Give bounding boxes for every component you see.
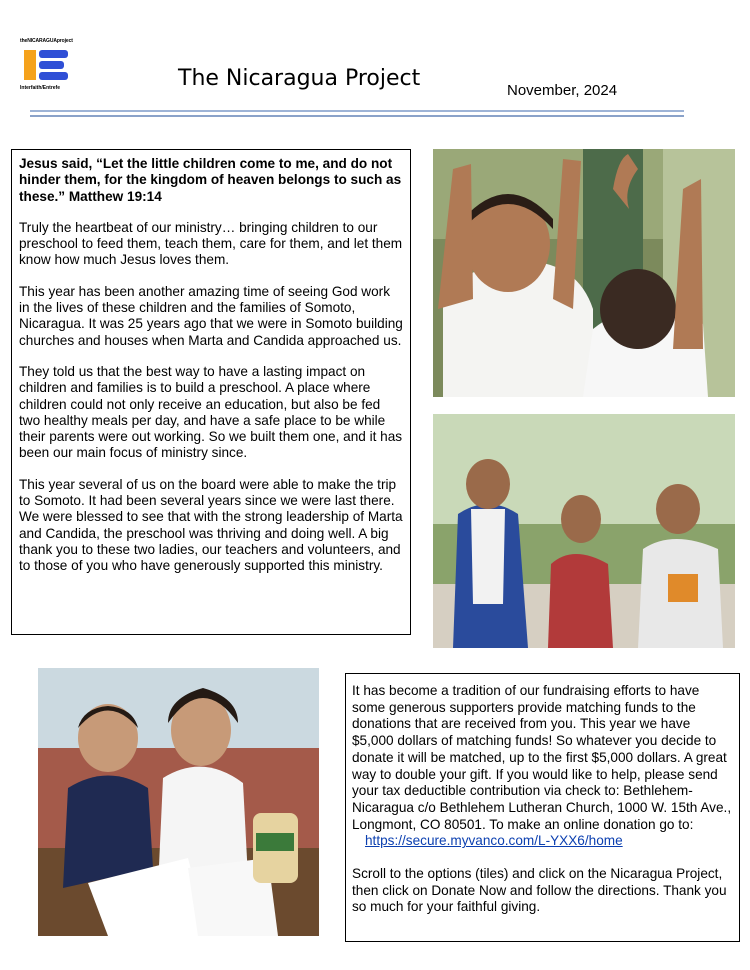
- logo-bottom-text: Interfaith/Entrefe: [20, 85, 61, 91]
- bible-verse: Jesus said, “Let the little children come to me, and do not hinder them, for the kingdom of heaven belongs to such as these.” Matthew 19:14: [19, 156, 402, 204]
- donation-text: It has become a tradition of our fundraising efforts to have some generous supporters provide matching funds to the donations that are received from you. This year we have $5,000 dollars of matching funds! So whatever you decide to donate it will be matched, up to the first $5,000 dollars. A great way to double your gift. If you would like to help, please send your tax deductible contribution via check to: Bethlehem- Nicaragua c/o Bethlehem Lutheran Church, 1000 W. 15th Ave., Longmont, CO 80501. To make an online donation go to:: [352, 683, 732, 832]
- header-divider-lower: [30, 115, 684, 117]
- newsletter-date: November, 2024: [507, 82, 618, 99]
- article-paragraph: This year has been another amazing time of seeing God work in the lives of these children and the families of Somoto, Nicaragua. It was 25 years ago that we were in Somoto building churches and houses when Marta and Candida approached us.: [19, 283, 403, 348]
- photo-children-drawing: [38, 668, 319, 936]
- photo-girl-arms-raised: [433, 149, 735, 397]
- article-paragraph: They told us that the best way to have a lasting impact on children and families is to build a preschool. A place where children could not only receive an education, but also be fed two healthy meals per day, and have a safe place to be while their parents were out working. So we built them one, and it has been our main focus of ministry since.: [19, 363, 403, 461]
- donation-closing: Scroll to the options (tiles) and click on the Nicaragua Project, then click on Donate Now and follow the directions. Thank you so much for your faithful giving.: [352, 866, 727, 915]
- donation-box: [345, 673, 740, 942]
- logo-top-text: theNICARAGUAproject: [20, 38, 73, 44]
- photo-boys-playing: [433, 414, 735, 648]
- logo-mark-icon: [22, 47, 70, 83]
- article-box: [11, 149, 411, 635]
- article-paragraph: Truly the heartbeat of our ministry… bringing children to our preschool to feed them, teach them, care for them, and let them know how much Jesus loves them.: [19, 219, 403, 268]
- newsletter-title: The Nicaragua Project: [178, 66, 421, 91]
- donation-link[interactable]: https://secure.myvanco.com/L-YXX6/home: [365, 833, 623, 849]
- project-logo: [20, 38, 76, 94]
- header-divider: [30, 110, 684, 112]
- article-paragraph: This year several of us on the board were able to make the trip to Somoto. It had been several years since we were last there. We were blessed to see that with the strong leadership of Marta and Candida, the preschool was thriving and doing well. A big thank you to these two ladies, our teachers and volunteers, and to those of you who have generously supported this ministry.: [19, 476, 403, 574]
